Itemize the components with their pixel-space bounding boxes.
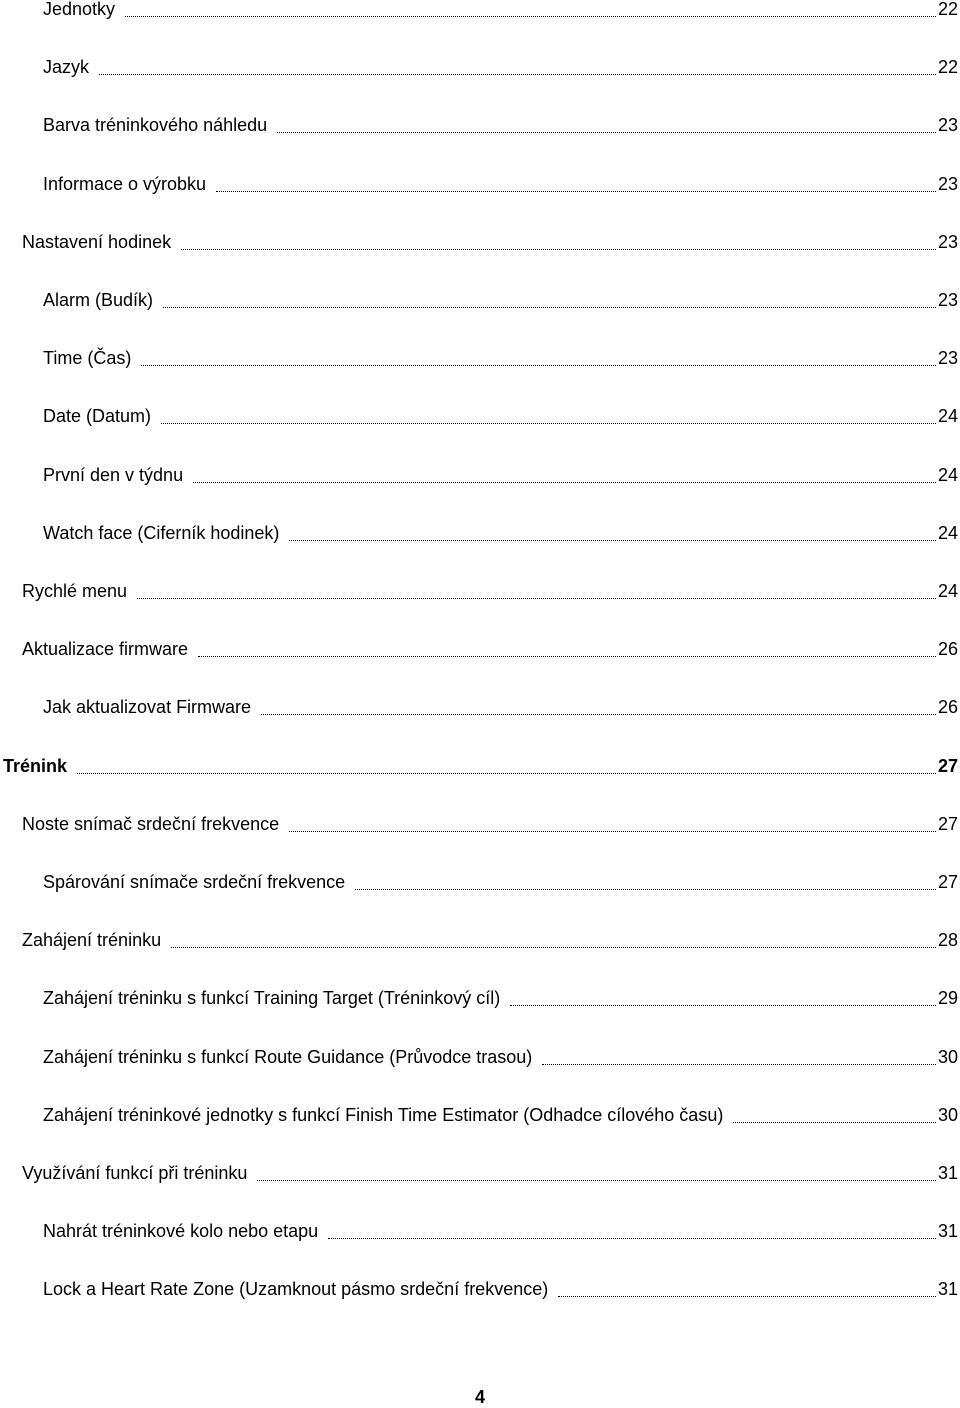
toc-entry-title: Time (Čas) (43, 348, 132, 368)
toc-entry-page-number: 23 (937, 348, 958, 368)
toc-entry-title: Barva tréninkového náhledu (43, 115, 268, 135)
toc-entry[interactable] (0, 1276, 958, 1300)
toc-dot-leader (171, 947, 936, 948)
toc-dot-leader (193, 482, 936, 483)
toc-entry-page-number: 24 (937, 581, 958, 601)
toc-entry[interactable] (0, 345, 958, 369)
toc-entry[interactable] (0, 636, 958, 660)
toc-entry[interactable] (0, 54, 958, 78)
toc-entry-page-number: 24 (937, 523, 958, 543)
toc-dot-leader (558, 1296, 936, 1297)
toc-entry-page-number: 31 (937, 1221, 958, 1241)
toc-entry-title: Spárování snímače srdeční frekvence (43, 872, 346, 892)
toc-dot-leader (99, 74, 936, 75)
toc-dot-leader (163, 307, 936, 308)
toc-entry-page-number: 22 (937, 57, 958, 77)
toc-entry-page-number: 23 (937, 290, 958, 310)
toc-entry-page-number: 27 (937, 872, 958, 892)
toc-entry[interactable] (0, 462, 958, 486)
toc-entry-title: Zahájení tréninku s funkcí Training Target (Tréninkový cíl) (43, 988, 501, 1008)
toc-dot-leader (542, 1064, 936, 1065)
toc-entry-title: Zahájení tréninkové jednotky s funkcí Finish Time Estimator (Odhadce cílového času) (43, 1105, 724, 1125)
toc-entry-title: Date (Datum) (43, 406, 152, 426)
toc-dot-leader (257, 1180, 936, 1181)
toc-entry-page-number: 23 (937, 115, 958, 135)
toc-entry[interactable] (0, 229, 958, 253)
toc-dot-leader (328, 1238, 936, 1239)
toc-entry-title: Alarm (Budík) (43, 290, 154, 310)
toc-entry-title: Lock a Heart Rate Zone (Uzamknout pásmo srdeční frekvence) (43, 1279, 549, 1299)
toc-entry-title: Jazyk (43, 57, 90, 77)
toc-dot-leader (198, 656, 936, 657)
toc-entry-page-number: 30 (937, 1047, 958, 1067)
toc-entry[interactable] (0, 869, 958, 893)
toc-dot-leader (137, 598, 936, 599)
toc-entry[interactable] (0, 753, 958, 777)
toc-entry-page-number: 23 (937, 232, 958, 252)
toc-entry[interactable] (0, 694, 958, 718)
toc-dot-leader (277, 132, 936, 133)
toc-entry[interactable] (0, 1102, 958, 1126)
toc-dot-leader (510, 1005, 936, 1006)
toc-entry[interactable] (0, 927, 958, 951)
toc-entry-title: Jak aktualizovat Firmware (43, 697, 252, 717)
toc-entry[interactable] (0, 1044, 958, 1068)
toc-entry[interactable] (0, 578, 958, 602)
toc-dot-leader (216, 191, 936, 192)
toc-entry-page-number: 22 (937, 0, 958, 19)
toc-entry-page-number: 26 (937, 639, 958, 659)
toc-entry-page-number: 28 (937, 930, 958, 950)
toc-entry-page-number: 23 (937, 174, 958, 194)
toc-entry-title: Aktualizace firmware (22, 639, 189, 659)
toc-entry[interactable] (0, 287, 958, 311)
toc-dot-leader (161, 423, 936, 424)
page-number: 4 (474, 1387, 485, 1407)
toc-entry-page-number: 31 (937, 1163, 958, 1183)
toc-dot-leader (141, 365, 936, 366)
toc-entry[interactable] (0, 1218, 958, 1242)
toc-entry-page-number: 29 (937, 988, 958, 1008)
toc-entry[interactable] (0, 1160, 958, 1184)
toc-dot-leader (261, 714, 936, 715)
toc-entry-title: Rychlé menu (22, 581, 128, 601)
toc-entry-title: První den v týdnu (43, 465, 184, 485)
toc-entry[interactable] (0, 403, 958, 427)
toc-entry-page-number: 27 (937, 814, 958, 834)
toc-dot-leader (355, 889, 936, 890)
toc-entry[interactable] (0, 520, 958, 544)
toc-entry-page-number: 26 (937, 697, 958, 717)
toc-entry-title: Informace o výrobku (43, 174, 207, 194)
toc-entry-title: Nahrát tréninkové kolo nebo etapu (43, 1221, 319, 1241)
toc-dot-leader (733, 1122, 936, 1123)
toc-entry[interactable] (0, 985, 958, 1009)
toc-entry-page-number: 27 (937, 756, 958, 776)
toc-entry-title: Zahájení tréninku (22, 930, 162, 950)
toc-dot-leader (77, 773, 936, 774)
toc-entry-page-number: 31 (937, 1279, 958, 1299)
toc-dot-leader (181, 249, 936, 250)
toc-entry-page-number: 24 (937, 406, 958, 426)
toc-entry[interactable] (0, 171, 958, 195)
toc-entry-title: Nastavení hodinek (22, 232, 172, 252)
toc-entry-title: Watch face (Ciferník hodinek) (43, 523, 280, 543)
toc-entry[interactable] (0, 112, 958, 136)
toc-entry-page-number: 24 (937, 465, 958, 485)
toc-entry-title: Noste snímač srdeční frekvence (22, 814, 280, 834)
toc-entry[interactable] (0, 811, 958, 835)
toc-dot-leader (289, 831, 936, 832)
toc-entry-page-number: 30 (937, 1105, 958, 1125)
toc-dot-leader (125, 16, 936, 17)
toc-dot-leader (289, 540, 936, 541)
toc-entry-title: Využívání funkcí při tréninku (22, 1163, 248, 1183)
toc-entry-title: Zahájení tréninku s funkcí Route Guidance (Průvodce trasou) (43, 1047, 533, 1067)
toc-entry-title: Trénink (3, 756, 68, 776)
toc-entry-title: Jednotky (43, 0, 116, 19)
toc-entry[interactable] (0, 0, 958, 20)
